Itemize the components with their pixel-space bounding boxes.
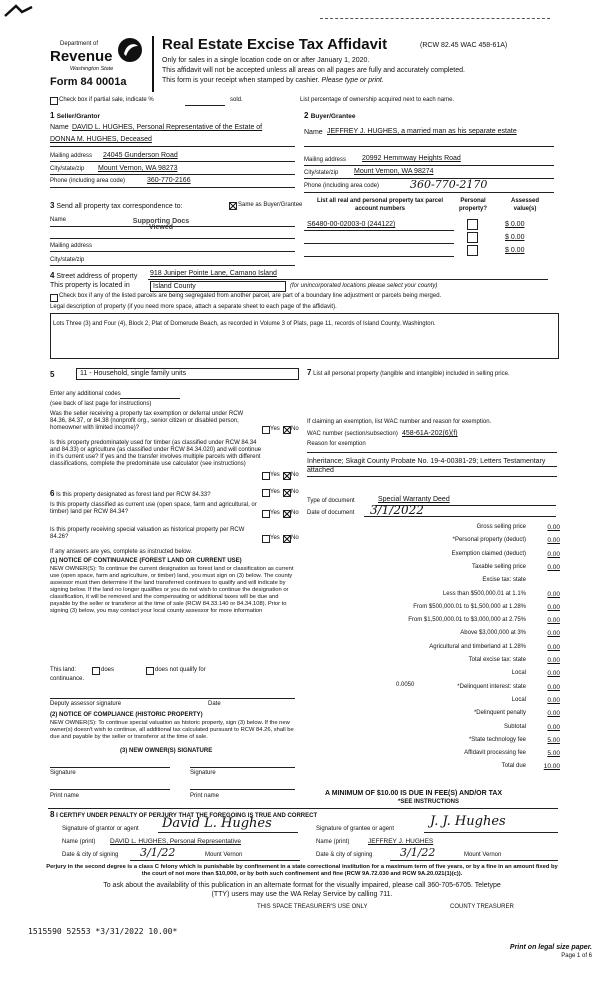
top-scan-line (320, 18, 550, 19)
perjury-notice: Perjury in the second degree is a class C felony which is punishable by confinement in a state correctional institution for a maximum term of five years, or by a fine in an amount fixed by the court of not more than $10,000, or by both such confinement and fine (RCW 9A.72.030 and RCW 9A.20.021(1)(c)). (46, 864, 558, 877)
historic-question: Is this property receiving special valuation as historical property per RCW 84.26? (50, 527, 245, 540)
timber-yes-label: Yes (270, 472, 280, 478)
header-sub2: This affidavit will not be accepted unless all areas on all pages are fully and accurately completed. (162, 67, 465, 74)
section-2-heading: 2 Buyer/Grantee (304, 111, 356, 120)
deputy-signature-line (50, 698, 295, 699)
tax-row-value[interactable]: 0.00 (547, 591, 560, 598)
owner-print-line-1 (50, 789, 170, 790)
owner-signature-label-1: Signature (50, 770, 76, 776)
tax-row-label: *Personal property (deduct) (452, 537, 526, 543)
current-use-yes-label: Yes (270, 510, 280, 516)
form-title: Real Estate Excise Tax Affidavit (162, 36, 388, 53)
grantor-city[interactable]: Mount Vernon (205, 852, 243, 858)
partial-sale-label: Check box if partial sale, indicate % (59, 97, 154, 103)
tax-row-label: From $1,500,000.01 to $3,000,000 at 2.75% (408, 617, 526, 623)
deputy-signature-label: Deputy assessor signature (50, 701, 122, 707)
parcels-col3-header: Assessed value(s) (510, 198, 540, 212)
tax-row-label: Subtotal (503, 724, 526, 730)
reason-rule-3 (307, 476, 557, 477)
section3-name-label: Name (50, 217, 67, 223)
seller-name-line1[interactable]: DAVID L. HUGHES, Personal Representative of the Estate of (72, 124, 263, 131)
grantee-date-rule (390, 860, 558, 861)
partial-sale-checkbox[interactable] (50, 97, 58, 105)
alt-format-note-2: (TTY) users may use the WA Relay Service by calling 711. (211, 891, 393, 898)
tax-row-value[interactable]: 0.00 (547, 710, 560, 717)
exemption-no-label: No (291, 426, 299, 432)
reason-rule-1 (307, 452, 557, 453)
historic-yes-label: Yes (270, 535, 280, 541)
forest-yes-checkbox[interactable] (262, 489, 270, 497)
parcel-number[interactable]: S6480-00-02003-0 (244122) (307, 221, 396, 228)
grantee-city[interactable]: Mount Vernon (464, 852, 502, 858)
buyer-address-label: Mailing address (304, 157, 347, 163)
doc-date-rule (364, 516, 556, 517)
grantor-signature-label: Signature of grantor or agent (62, 826, 139, 832)
use-code-select[interactable]: 11 - Household, single family units (76, 368, 299, 380)
grantee-date[interactable]: 3/1/22 (400, 846, 436, 859)
tax-row-label: Total due (501, 763, 526, 769)
grantor-signature-rule (158, 832, 298, 833)
tax-row-value[interactable]: 0.00 (547, 617, 560, 624)
timber-no-checkbox[interactable] (283, 472, 291, 480)
page-number: Page 1 of 6 (561, 953, 592, 959)
historic-no-checkbox[interactable] (283, 535, 291, 543)
seller-address-label: Mailing address (50, 153, 93, 159)
local-rate[interactable]: 0.0050 (396, 682, 415, 688)
grantee-signature[interactable]: J. J. Hughes (430, 814, 506, 829)
section-4-street: 4 Street address of property (50, 271, 138, 280)
exemption-yes-checkbox[interactable] (262, 426, 270, 434)
legal-paper-note: Print on legal size paper. (509, 944, 592, 951)
seller-name-label: Name (50, 124, 69, 131)
section-3-heading: 3 Send all property tax correspondence to: (50, 201, 183, 210)
historic-no-label: No (291, 535, 299, 541)
section-8-top-rule (48, 808, 558, 809)
reason-rule-2 (307, 466, 557, 467)
tax-row-value[interactable]: 0.00 (547, 684, 560, 691)
tax-row-label: Taxable selling price (471, 564, 526, 570)
tax-row-label: Local (511, 670, 526, 676)
see-back-note: (see back of last page for instructions) (50, 401, 152, 407)
tax-row-value[interactable]: 0.00 (547, 724, 560, 731)
buyer-phone[interactable]: 360-770-2170 (410, 178, 488, 191)
buyer-address-rule (304, 165, 554, 166)
owner-signature-line-1 (50, 767, 170, 768)
current-use-yes-checkbox[interactable] (262, 510, 270, 518)
supporting-docs-stamp: Supporting Docs Viewed (132, 218, 190, 231)
county-note: (for unincorporated locations please select your county) (290, 283, 438, 289)
seller-city-label: City/state/zip (50, 166, 85, 172)
tax-row-value[interactable]: 0.00 (547, 644, 560, 651)
assessed-value[interactable]: $ 0.00 (505, 221, 525, 228)
tax-row-value[interactable]: 0.00 (547, 564, 560, 571)
land-does-not-label: does not qualify for (155, 667, 206, 673)
wac-number[interactable]: 458-61A-202(6)(f) (402, 430, 458, 437)
personal-property-checkbox[interactable] (467, 245, 478, 256)
section3-address-rule (50, 251, 295, 252)
section3-city-rule (50, 265, 295, 266)
tax-row-label: Less than $500,000.01 at 1.1% (442, 591, 526, 597)
grantor-name-label: Name (print) (62, 839, 96, 845)
doc-date-label: Date of document (307, 510, 355, 516)
minimum-fee-note: A MINIMUM OF $10.00 IS DUE IN FEE(S) AND/OR TAX (325, 790, 503, 797)
tax-row-value[interactable]: 10.00 (543, 763, 560, 770)
additional-codes-rule (120, 398, 180, 399)
same-as-buyer-label: Same as Buyer/Grantee (238, 202, 303, 208)
owner-print-label-1: Print name (50, 793, 80, 799)
tax-row-value[interactable]: 0.00 (547, 657, 560, 664)
tax-row-value[interactable]: 0.00 (547, 551, 560, 558)
buyer-name-label: Name (304, 129, 323, 136)
doc-date[interactable]: 3/1/2022 (370, 503, 424, 517)
revenue-logo-icon (116, 36, 144, 66)
wac-label: WAC number (section/subsection) (307, 431, 398, 437)
current-use-no-checkbox[interactable] (283, 510, 291, 518)
certify-statement: 8 I CERTIFY UNDER PENALTY OF PERJURY THAT THE FOREGOING IS TRUE AND CORRECT (50, 810, 318, 819)
buyer-city-label: City/state/zip (304, 170, 339, 176)
doc-type[interactable]: Special Warranty Deed (378, 496, 450, 503)
forest-question: 6 Is this property designated as forest land per RCW 84.33? (50, 489, 211, 498)
segregated-checkbox[interactable] (50, 294, 58, 302)
notice-continuance-body: NEW OWNER(S): To continue the current designation as forest land or classification as current use (open space, farm and agriculture, or timber) land, you must sign on (3) below. The county assessor must then determine if the land transferred continues to qualify and will indicate by signing below. If the land no longer qualifies or you do not wish to continue the designation or classification, it will be removed and the compensating or additional taxes will be due and payable by the seller or transferor at the time of sale (RCW 84.33.140 or 84.34.108). Prior to signing (3) below, you may contact your local county assessor for more information (50, 566, 294, 614)
county-treasurer-label: COUNTY TREASURER (450, 904, 514, 910)
seller-phone[interactable]: 360-770-2166 (147, 177, 191, 184)
tax-row-value[interactable]: 0.00 (547, 697, 560, 704)
tax-row-label: Agricultural and timberland at 1.28% (429, 644, 526, 650)
owner-print-label-2: Print name (190, 793, 220, 799)
tax-row-label: Local (511, 697, 526, 703)
continuance-label: continuance. (50, 676, 85, 682)
tax-row-value[interactable]: 0.00 (547, 537, 560, 544)
ownership-note: List percentage of ownership acquired next to each name. (300, 97, 455, 103)
tax-row-value[interactable]: 0.00 (547, 630, 560, 637)
tax-row-label: Above $3,000,000 at 3% (460, 630, 526, 636)
tax-row-label: Total excise tax: state (468, 657, 526, 663)
section3-city-label: City/state/zip (50, 257, 85, 263)
legal-description-text: Lots Three (3) and Four (4), Block 2, Plat of Domerude Beach, as recorded in Volume 3 of Plats, page 11, records of Island County, Washington. (53, 321, 436, 327)
treasurer-only-label: THIS SPACE TREASURER'S USE ONLY (257, 904, 368, 910)
property-located-label: This property is located in (50, 282, 130, 289)
grantee-signature-label: Signature of grantee or agent (316, 826, 395, 832)
parcels-col2-header: Personal property? (458, 198, 487, 212)
buyer-city[interactable]: Mount Vernon, WA 98274 (354, 168, 434, 175)
seller-name-rule (50, 146, 295, 147)
grantee-date-label: Date & city of signing (316, 852, 373, 858)
tax-row-value[interactable]: 5.00 (547, 737, 560, 744)
assessed-value[interactable]: $ 0.00 (505, 247, 525, 254)
recording-stamp: 1515590 52553 *3/31/2022 10.00* (28, 927, 178, 936)
property-street[interactable]: 918 Juniper Pointe Lane, Camano Island (150, 270, 277, 277)
personal-property-checkbox[interactable] (467, 219, 478, 230)
tax-row-value[interactable]: 0.00 (547, 670, 560, 677)
dept-line2: Washington State (70, 66, 114, 72)
land-does-label: does (101, 667, 115, 673)
if-yes-note: If any answers are yes, complete as instructed below. (50, 549, 193, 555)
forest-yes-label: Yes (270, 489, 280, 495)
legal-description-label: Legal description of property (if you need more space, attach a separate sheet to each page of the affidavit). (50, 304, 337, 310)
personal-property-list-label: 7 List all personal property (tangible and intangible) included in selling price. (307, 368, 510, 377)
timber-yes-checkbox[interactable] (262, 472, 270, 480)
personal-property-checkbox[interactable] (467, 232, 478, 243)
tax-row-label: *Delinquent penalty (473, 710, 526, 716)
section3-address-label: Mailing address (50, 243, 93, 249)
grantor-date[interactable]: 3/1/22 (140, 846, 176, 859)
owner-print-line-2 (190, 789, 295, 790)
owner-signature-label-2: Signature (190, 770, 216, 776)
seller-phone-rule (50, 187, 295, 188)
buyer-phone-label: Phone (including area code) (304, 183, 380, 189)
property-street-rule (148, 279, 548, 280)
current-use-question: Is this property classified as current use (open space, farm and agricultural, or timber) land per RCW 84.34? (50, 502, 257, 515)
exemption-yes-label: Yes (270, 426, 280, 432)
notice-continuance-title: (1) NOTICE OF CONTINUANCE (FOREST LAND OR CURRENT USE) (50, 558, 242, 564)
buyer-name-rule (304, 146, 554, 147)
tax-row-label: From $500,000.01 to $1,500,000 at 1.28% (413, 604, 526, 610)
form-number: Form 84 0001a (50, 76, 127, 88)
tax-row-label: Affidavit processing fee (464, 750, 526, 756)
county-select[interactable]: Island County (150, 281, 286, 292)
legal-description-box[interactable] (50, 313, 559, 359)
seller-name-line2[interactable]: DONNA M. HUGHES, Deceased (50, 136, 152, 143)
dept-name: Revenue (50, 48, 113, 65)
tax-row-label: Exemption claimed (deduct) (451, 551, 526, 557)
exemption-question: Was the seller receiving a property tax exemption or deferral under RCW 84.36, 84.37, or 84.38 (nonprofit org., senior citizen or disabled person, homeowner with limited income)? (50, 411, 244, 431)
section-1-heading: 1 Seller/Grantor (50, 111, 101, 120)
timber-question: Is this property predominately used for timber (as classified under RCW 84.34 and 84.33) or agriculture (as classified under RCW 84.34.020) and will continue in it's current use? If yes and the transfer involves multiple parcels with different classifications, complete the predominate use calculator (see instructions) (50, 440, 262, 467)
corner-mark (4, 4, 34, 20)
new-owner-signature-title: (3) NEW OWNER(S) SIGNATURE (120, 748, 213, 754)
owner-signature-line-2 (190, 767, 295, 768)
seller-phone-label: Phone (including area code) (50, 178, 126, 184)
buyer-address[interactable]: 20992 Hemmway Heights Road (362, 155, 461, 162)
grantee-name[interactable]: JEFFREY J. HUGHES (368, 838, 434, 845)
parcel-row-rule (304, 256, 454, 257)
seller-city[interactable]: Mount Vernon, WA 98273 (98, 165, 178, 172)
partial-sold-label: sold. (230, 97, 243, 103)
grantor-name[interactable]: DAVID L. HUGHES, Personal Representative (110, 838, 242, 845)
tax-row-value[interactable]: 5.00 (547, 750, 560, 757)
tax-row-value[interactable]: 0.00 (547, 524, 560, 531)
seller-address-rule (50, 161, 295, 162)
form-title-ref: (RCW 82.45 WAC 458-61A) (420, 42, 508, 49)
additional-codes-label: Enter any additional codes (50, 391, 121, 397)
historic-yes-checkbox[interactable] (262, 535, 270, 543)
section3-name-rule2 (50, 238, 295, 239)
seller-address[interactable]: 24045 Gunderson Road (103, 152, 178, 159)
section3-name-rule (50, 226, 295, 227)
grantor-signature[interactable]: David L. Hughes (162, 816, 272, 831)
this-land-label: This land: (50, 667, 77, 673)
assessed-value[interactable]: $ 0.00 (505, 234, 525, 241)
parcel-row-rule (304, 230, 454, 231)
header-divider (152, 36, 154, 92)
tax-row-label: Excise tax: state (482, 577, 526, 583)
partial-percent-line (185, 105, 225, 106)
tax-row-label: *Delinquent interest: state (457, 684, 526, 690)
current-use-no-label: No (291, 510, 299, 516)
exemption-claim-note: If claiming an exemption, list WAC number and reason for exemption. (307, 419, 492, 425)
doc-type-label: Type of document (307, 498, 355, 504)
seller-city-rule (50, 174, 295, 175)
land-does-checkbox[interactable] (92, 667, 100, 675)
tax-row-label: Gross selling price (476, 524, 526, 530)
forest-no-label: No (291, 489, 299, 495)
notice-compliance-body: NEW OWNER(S): To continue special valuation as historic property, sign (3) below. If the new owner(s) doesn't wish to continue, all additional tax calculated pursuant to RCW 84.26, shall be due and payable by the seller or transferor at the time of sale. (50, 720, 294, 740)
deputy-date-label: Date (208, 701, 221, 707)
tax-row-value[interactable]: 0.00 (547, 604, 560, 611)
header-sub3: This form is your receipt when stamped by cashier. Please type or print. (162, 77, 384, 84)
exemption-no-checkbox[interactable] (283, 426, 291, 434)
tax-row-label: *State technology fee (468, 737, 526, 743)
same-as-buyer-checkbox[interactable] (229, 202, 237, 210)
grantor-date-label: Date & city of signing (62, 852, 119, 858)
section-5-number: 5 (50, 370, 55, 379)
land-does-not-checkbox[interactable] (146, 667, 154, 675)
parcel-row-rule (304, 243, 454, 244)
dept-line1: Department of (60, 41, 99, 47)
grantee-signature-rule (424, 832, 558, 833)
parcels-col1-header: List all real and personal property tax parcel account numbers (316, 198, 444, 212)
timber-no-label: No (291, 472, 299, 478)
see-instructions-note: *SEE INSTRUCTIONS (398, 799, 460, 805)
alt-format-note-1: To ask about the availability of this publication in an alternate format for the visually impaired, please call 360-705-6705. Teletype (103, 882, 501, 889)
exemption-reason[interactable]: Inheritance; Skagit County Probate No. 19-4-00381-29; Letters Testamentary attached (307, 458, 546, 474)
buyer-name[interactable]: JEFFREY J. HUGHES, a married man as his separate estate (327, 128, 517, 135)
grantee-name-label: Name (print) (316, 839, 350, 845)
forest-no-checkbox[interactable] (283, 489, 291, 497)
segregated-label: Check box if any of the listed parcels are being segregated from another parcel, are part of a boundary line adjustment or parcels being merged. (59, 293, 442, 299)
notice-compliance-title: (2) NOTICE OF COMPLIANCE (HISTORIC PROPERTY) (50, 712, 203, 718)
header-sub1: Only for sales in a single location code on or after January 1, 2020. (162, 57, 370, 64)
grantor-date-rule (130, 860, 300, 861)
reason-label: Reason for exemption (307, 441, 366, 447)
buyer-phone-rule (304, 192, 554, 193)
